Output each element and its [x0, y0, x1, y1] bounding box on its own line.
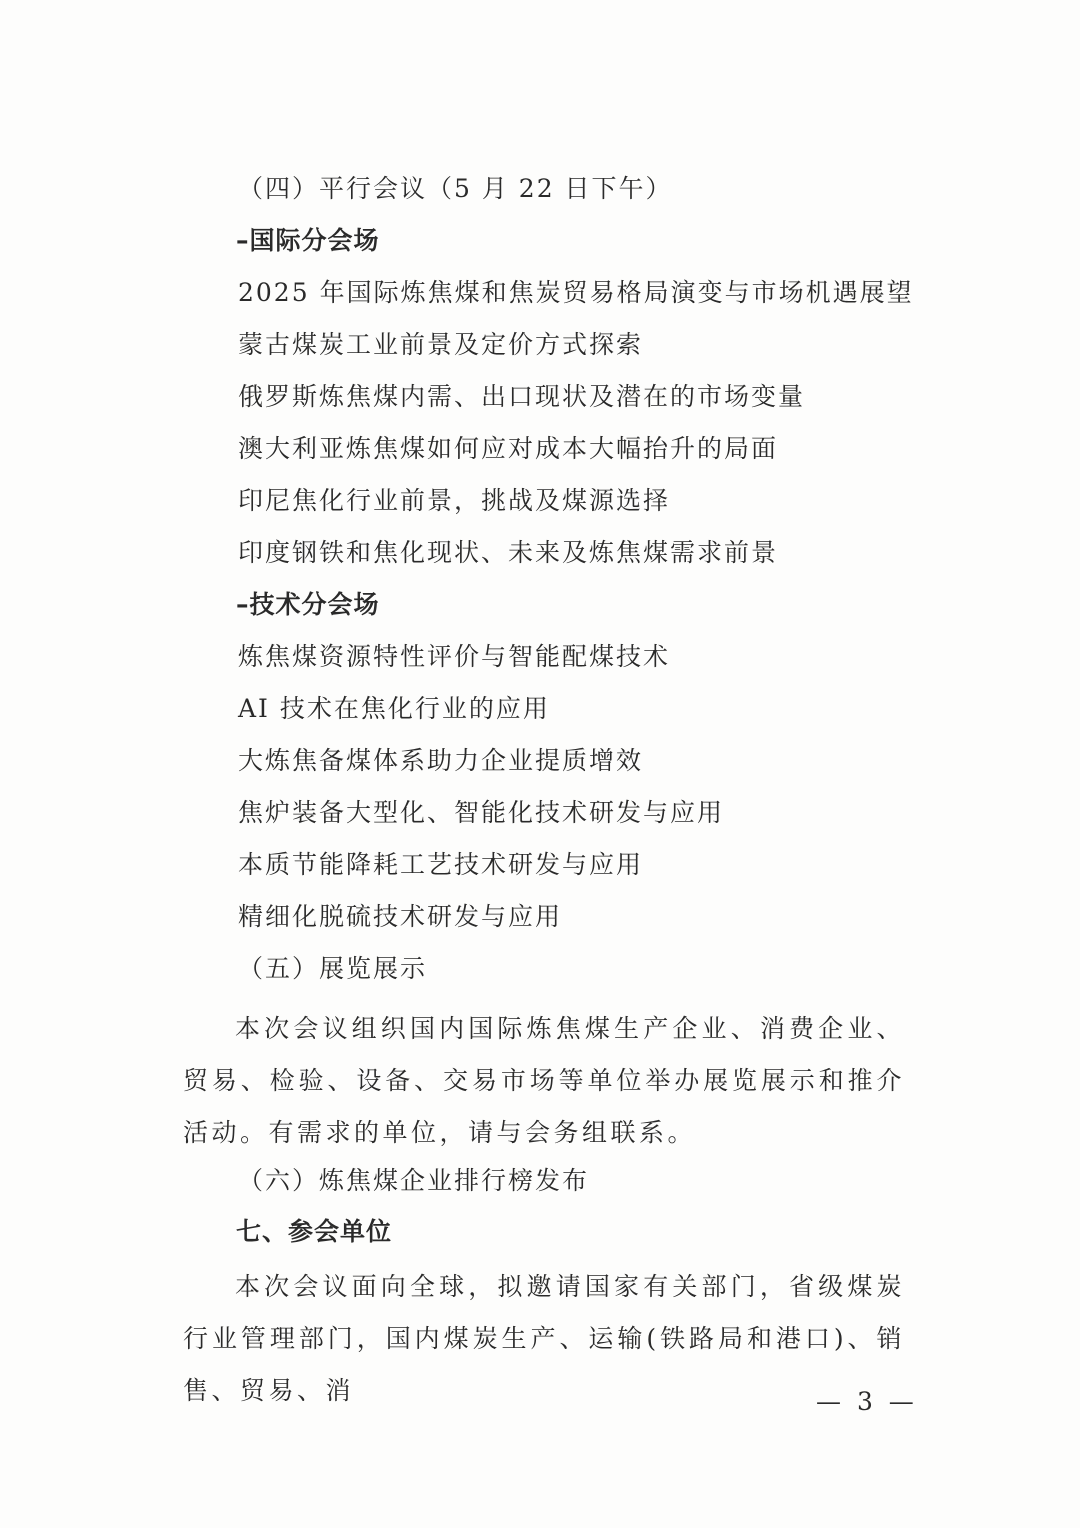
international-item-2: 蒙古煤炭工业前景及定价方式探索 — [238, 330, 644, 359]
section-7-paragraph: 本次会议面向全球，拟邀请国家有关部门，省级煤炭行业管理部门，国内煤炭生产、运输(铁路局和港口)、销售、贸易、消 — [183, 1272, 905, 1405]
international-item-3: 俄罗斯炼焦煤内需、出口现状及潜在的市场变量 — [238, 382, 806, 411]
international-item-6: 印度钢铁和焦化现状、未来及炼焦煤需求前景 — [238, 538, 779, 567]
technical-item-2: AI 技术在焦化行业的应用 — [238, 694, 550, 723]
section-4-heading: （四）平行会议（5 月 22 日下午） — [238, 174, 673, 203]
section-6-heading: （六）炼焦煤企业排行榜发布 — [238, 1166, 590, 1195]
technical-item-4: 焦炉装备大型化、智能化技术研发与应用 — [238, 798, 725, 827]
section-5-paragraph: 本次会议组织国内国际炼焦煤生产企业、消费企业、贸易、检验、设备、交易市场等单位举办展览展示和推介活动。有需求的单位，请与会务组联系。 — [183, 1014, 905, 1147]
section-5-heading: （五）展览展示 — [238, 954, 428, 983]
international-item-5: 印尼焦化行业前景，挑战及煤源选择 — [238, 486, 671, 515]
international-item-4: 澳大利亚炼焦煤如何应对成本大幅抬升的局面 — [238, 434, 779, 463]
page-number: — 3 — — [816, 1387, 918, 1416]
international-session-title: –国际分会场 — [236, 226, 380, 255]
technical-session-title: –技术分会场 — [236, 590, 380, 619]
technical-item-5: 本质节能降耗工艺技术研发与应用 — [238, 850, 644, 879]
section-7-heading: 七、参会单位 — [236, 1217, 393, 1246]
technical-item-6: 精细化脱硫技术研发与应用 — [238, 902, 563, 931]
technical-item-3: 大炼焦备煤体系助力企业提质增效 — [238, 746, 644, 775]
technical-item-1: 炼焦煤资源特性评价与智能配煤技术 — [238, 642, 671, 671]
international-item-1: 2025 年国际炼焦煤和焦炭贸易格局演变与市场机遇展望 — [238, 278, 914, 307]
